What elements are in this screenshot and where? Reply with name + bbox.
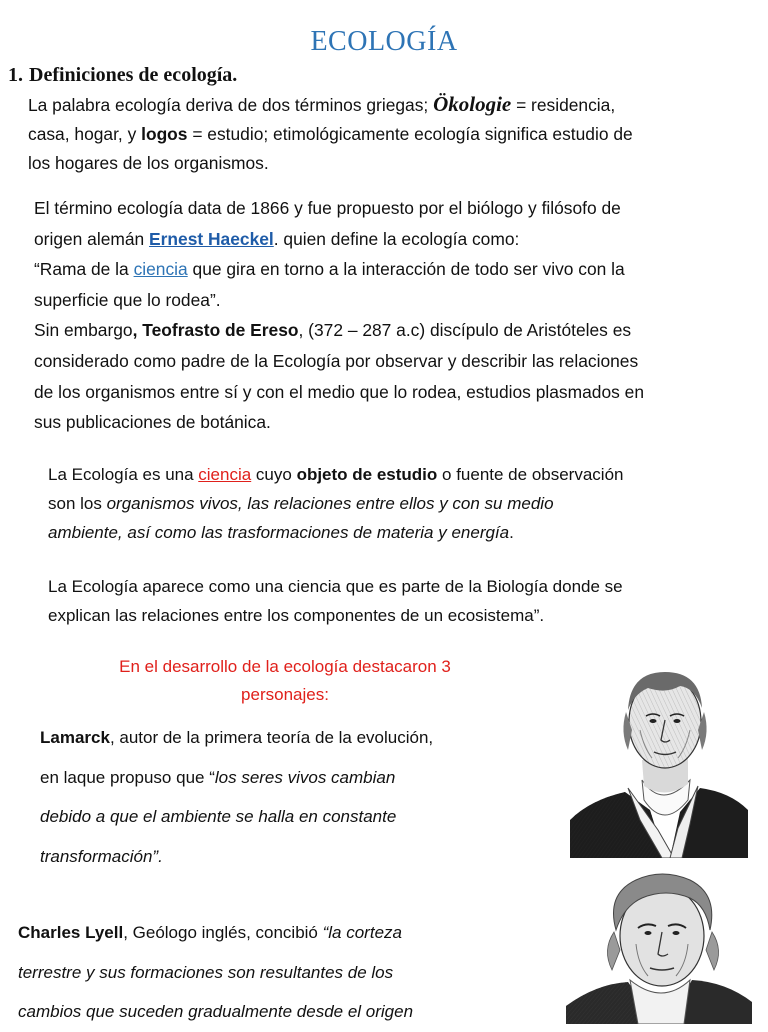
text-line: La Ecología es una ciencia cuyo objeto de estudio o fuente de observación	[48, 465, 624, 484]
ciencia-link[interactable]: ciencia	[133, 259, 188, 280]
text-line: terrestre y sus formaciones son resultantes de los	[18, 962, 394, 982]
text-line: La palabra ecología deriva de dos términos griegas; Ökologie = residencia,	[28, 92, 616, 116]
text-line: Sin embargo, Teofrasto de Ereso, (372 – 287 a.c) discípulo de Aristóteles es	[34, 320, 632, 341]
text-line: ambiente, así como las trasformaciones de materia y energía.	[48, 523, 514, 542]
text-line: La Ecología aparece como una ciencia que es parte de la Biología donde se	[48, 577, 623, 596]
text-line: los hogares de los organismos.	[28, 153, 269, 173]
term-okologie: Ökologie	[433, 92, 512, 116]
text-line: cambios que suceden gradualmente desde el origen	[18, 1002, 414, 1021]
text-line: en laque propuso que “los seres vivos cambian	[40, 767, 396, 787]
ciencia-red-link[interactable]: ciencia	[198, 465, 252, 484]
lamarck-paragraph	[40, 718, 433, 876]
lamarck-portrait	[570, 660, 748, 858]
paragraph-history	[34, 193, 644, 438]
text-line: explican las relaciones entre los componentes de un ecosistema”.	[48, 606, 545, 625]
text-line: de los organismos entre sí y con el medio que lo rodea, estudios plasmados en	[34, 381, 644, 402]
section-heading	[8, 64, 237, 87]
lyell-paragraph	[18, 913, 413, 1032]
text-line: son los organismos vivos, las relaciones entre ellos y con su medio	[48, 494, 554, 513]
lyell-name: Charles Lyell	[18, 923, 124, 942]
teofrasto-name: , Teofrasto de Ereso	[132, 320, 299, 341]
text-line: superficie que lo rodea”.	[34, 289, 221, 310]
paragraph-object-of-study	[48, 460, 623, 547]
text-line: “Rama de la ciencia que gira en torno a la interacción de todo ser vivo con la	[34, 259, 625, 280]
paragraph-biology	[48, 572, 623, 630]
section-heading-text: Definiciones de ecología.	[29, 64, 238, 86]
term-logos: logos	[141, 124, 188, 144]
text-line: sus publicaciones de botánica.	[34, 412, 271, 433]
lyell-portrait	[566, 866, 752, 1024]
lamarck-name: Lamarck	[40, 728, 110, 747]
text-line: casa, hogar, y logos = estudio; etimológicamente ecología significa estudio de	[28, 124, 633, 144]
page-title: ECOLOGÍA	[310, 26, 458, 57]
paragraph-etymology	[28, 90, 633, 178]
text-line: considerado como padre de la Ecología por observar y describir las relaciones	[34, 350, 639, 371]
text-line: El término ecología data de 1866 y fue propuesto por el biólogo y filósofo de	[34, 198, 621, 218]
text-line: Lamarck, autor de la primera teoría de la evolución,	[40, 728, 434, 747]
text-line: Charles Lyell, Geólogo inglés, concibió “la corteza	[18, 923, 402, 942]
personajes-intro: En el desarrollo de la ecología destacaron 3 personajes:	[119, 657, 451, 704]
ernest-haeckel-link[interactable]: Ernest Haeckel	[149, 228, 274, 249]
text-line: debido a que el ambiente se halla en constante	[40, 807, 397, 826]
section-number: 1.	[8, 64, 23, 86]
text-line: origen alemán Ernest Haeckel. quien define la ecología como:	[34, 228, 520, 249]
text-line: transformación”.	[40, 846, 163, 866]
